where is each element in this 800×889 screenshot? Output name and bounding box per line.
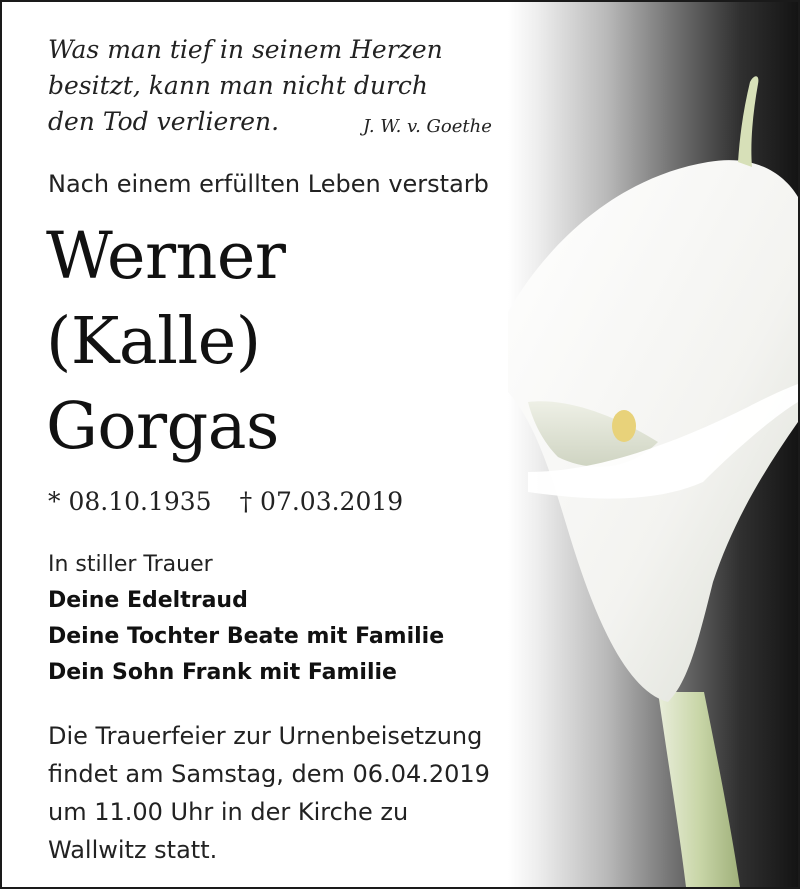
mourners-heading: In stiller Trauer [48,552,213,577]
quote-line: besitzt, kann man nicht durch [48,71,428,100]
life-dates [48,485,403,519]
ceremony-line: um 11.00 Uhr in der Kirche zu [48,798,409,826]
ceremony-line: Wallwitz statt. [48,836,218,864]
goethe-quote [48,32,548,140]
deceased-name [46,214,285,469]
ceremony-line: findet am Samstag, dem 06.04.2019 [48,760,490,788]
birth-date: * 08.10.1935 [48,487,212,516]
name-first: Werner [46,219,286,294]
mourner-name: Dein Sohn Frank mit Familie [48,660,397,685]
name-last: Gorgas [46,389,279,464]
mourner-name: Deine Edeltraud [48,588,248,613]
intro-text: Nach einem erfüllten Leben verstarb [48,170,489,198]
name-nickname: (Kalle) [46,304,261,379]
mourners-block [48,547,444,691]
mourner-name: Deine Tochter Beate mit Familie [48,624,445,649]
notice-text [2,2,562,887]
ceremony-line: Die Trauerfeier zur Urnenbeisetzung [48,722,483,750]
death-date: † 07.03.2019 [239,487,404,516]
quote-line: den Tod verlieren. [48,107,280,136]
quote-author: J. W. v. Goethe [363,116,492,137]
ceremony-info [48,717,490,869]
quote-line: Was man tief in seinem Herzen [48,35,443,64]
